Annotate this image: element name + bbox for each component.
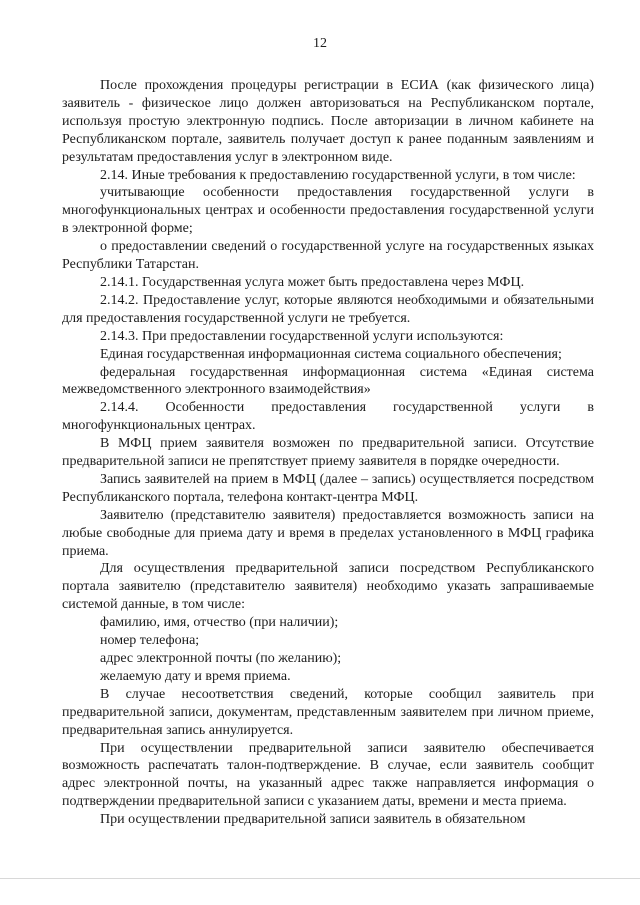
paragraph-2-14-3: 2.14.3. При предоставлении государственной услуги используются: [100, 328, 504, 344]
list-item-phone: номер телефона; [100, 633, 200, 649]
paragraph-mfc-features: учитывающие особенности предоставления государственной услуги в многофункциональных центрах и особенности предоставления государственной услуги в электронной форме; [62, 185, 594, 237]
paragraph-confirmation-ticket: При осуществлении предварительной записи заявителю обеспечивается возможность распечатать талон-подтверждение. В случае, если заявитель сообщит адрес электронной почты, на указанный адрес также направляется информация о подтверждении предварительной записи с указанием даты, времени и места приема. [62, 740, 594, 810]
list-item-date-time: желаемую дату и время приема. [100, 668, 291, 684]
paragraph-2-14-4: 2.14.4. Особенности предоставления государственной услуги в многофункциональных центрах. [62, 400, 594, 434]
paragraph-2-14-2: 2.14.2. Предоставление услуг, которые являются необходимыми и обязательными для предоставления государственной услуги не требуется. [62, 292, 594, 326]
paragraph-appointment-slots: Заявителю (представителю заявителя) предоставляется возможность записи на любые свободные для приема дату и время в пределах установленного в МФЦ графика приема. [62, 507, 594, 559]
paragraph-2-14-1: 2.14.1. Государственная услуга может быть предоставлена через МФЦ. [100, 274, 525, 290]
paragraph-mandatory: При осуществлении предварительной записи заявитель в обязательном [100, 812, 526, 828]
document-body [62, 77, 594, 829]
paragraph-mismatch: В случае несоответствия сведений, которые сообщил заявитель при предварительной записи, документам, представленным заявителем при личном приеме, предварительная запись аннулируется. [62, 686, 594, 738]
paragraph-mfc-appointment: В МФЦ прием заявителя возможен по предварительной записи. Отсутствие предварительной записи не препятствует приему заявителя в порядке очередности. [62, 436, 594, 470]
page-number: 12 [313, 36, 327, 51]
paragraph-appointment-channels: Запись заявителей на прием в МФЦ (далее – запись) осуществляется посредством Республиканского портала, телефона контакт-центра МФЦ. [62, 471, 594, 505]
paragraph-state-languages: о предоставлении сведений о государственной услуге на государственных языках Республики Татарстан. [62, 239, 594, 273]
paragraph-portal-data: Для осуществления предварительной записи посредством Республиканского портала заявителю (представителю заявителя) необходимо указать запрашиваемые системой данные, в том числе: [62, 561, 594, 613]
paragraph-social-system: Единая государственная информационная система социального обеспечения; [100, 346, 562, 362]
paragraph-esia-authorization: После прохождения процедуры регистрации в ЕСИА (как физического лица) заявитель - физическое лицо должен авторизоваться на Республиканском портале, используя простую электронную подпись. После авторизации в личном кабинете на Республиканском портале, заявитель получает доступ к ранее поданным заявлениям и результатам предоставления услуг в электронном виде. [62, 78, 594, 165]
page-bottom-divider [0, 878, 640, 879]
paragraph-smev-system: федеральная государственная информационная система «Единая система межведомственного электронного взаимодействия» [62, 364, 594, 398]
list-item-email: адрес электронной почты (по желанию); [100, 651, 342, 666]
list-item-full-name: фамилию, имя, отчество (при наличии); [100, 615, 339, 631]
paragraph-2-14: 2.14. Иные требования к предоставлению государственной услуги, в том числе: [100, 167, 576, 183]
